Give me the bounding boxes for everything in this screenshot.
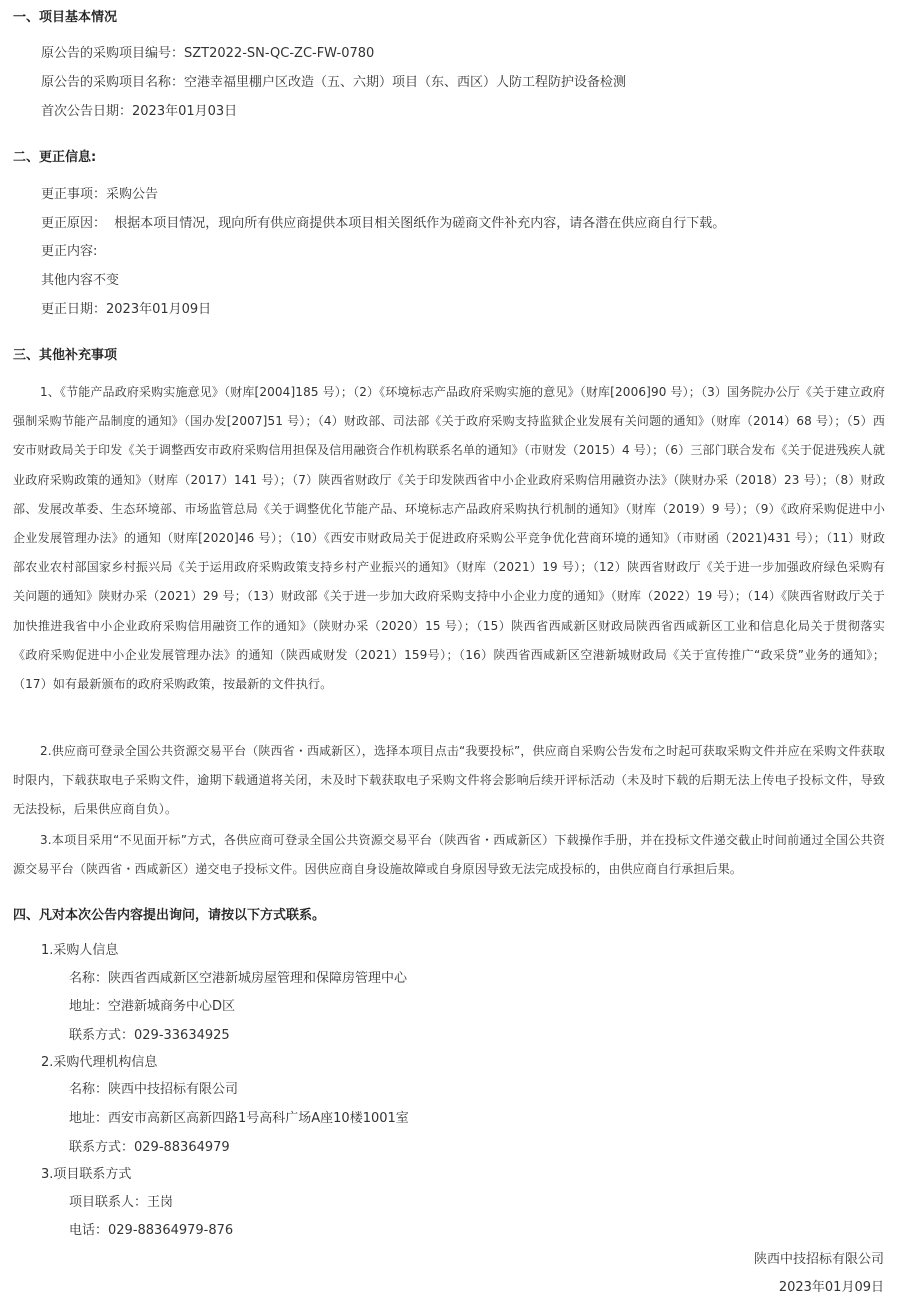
section-title-contact: 四、凡对本次公告内容提出询问，请按以下方式联系。	[13, 908, 326, 923]
original-project-number-label: 原公告的采购项目编号：	[41, 46, 185, 61]
correction-item-label: 更正事项：	[41, 187, 107, 202]
correction-item-value: 采购公告	[106, 187, 159, 202]
correction-item	[41, 185, 158, 205]
signature-org: 陕西中技招标有限公司	[753, 1252, 884, 1267]
purchaser-heading: 1.采购人信息	[41, 943, 119, 958]
correction-reason	[41, 214, 725, 234]
supplement-paragraph-download: 2.供应商可登录全国公共资源交易平台（陕西省・西咸新区），选择本项目点击“我要投标”，供应商自采购公告发布之时起可获取采购文件并应在采购文件获取时限内，下载获取电子采购文件，逾期下载通道将关闭，未及时下载获取电子采购文件将会影响后续开评标活动（未及时下载的后期无法上传电子投标文件，导致无法投标，后果供应商自负）。	[13, 744, 885, 817]
purchaser-name: 名称：陕西省西咸新区空港新城房屋管理和保障房管理中心	[69, 971, 408, 986]
project-contact-person: 项目联系人：王岗	[69, 1195, 174, 1210]
first-announcement-date-label: 首次公告日期：	[41, 104, 133, 119]
correction-date	[41, 300, 211, 320]
agency-name: 名称：陕西中技招标有限公司	[69, 1082, 239, 1097]
purchaser-phone: 联系方式：029-33634925	[69, 1028, 230, 1043]
original-project-number-value: SZT2022-SN-QC-ZC-FW-0780	[184, 46, 375, 61]
correction-content-label: 更正内容:	[41, 244, 98, 259]
correction-reason-label: 更正原因：	[41, 216, 107, 231]
section-title-basic-info: 一、项目基本情况	[13, 10, 118, 25]
project-contact-heading: 3.项目联系方式	[41, 1167, 132, 1182]
correction-content	[41, 242, 97, 262]
signature-date: 2023年01月09日	[778, 1280, 884, 1295]
original-project-name	[41, 73, 626, 93]
section-title-correction: 二、更正信息:	[13, 150, 97, 165]
agency-heading: 2.采购代理机构信息	[41, 1055, 158, 1070]
purchaser-address: 地址：空港新城商务中心D区	[69, 999, 236, 1014]
other-content-value: 其他内容不变	[41, 273, 120, 288]
first-announcement-date-value: 2023年01月03日	[132, 104, 238, 119]
agency-address: 地址：西安市高新区高新四路1号高科广场A座10楼1001室	[69, 1111, 409, 1126]
project-contact-phone: 电话：029-88364979-876	[69, 1223, 234, 1238]
correction-reason-value: 根据本项目情况，现向所有供应商提供本项目相关图纸作为磋商文件补充内容，请各潜在供应商自行下载。	[106, 216, 726, 231]
first-announcement-date	[41, 102, 237, 122]
original-project-name-label: 原公告的采购项目名称：	[41, 75, 185, 90]
correction-date-label: 更正日期：	[41, 302, 107, 317]
correction-date-value: 2023年01月09日	[106, 302, 212, 317]
other-content-unchanged	[41, 271, 119, 291]
section-title-supplement: 三、其他补充事项	[13, 348, 118, 363]
original-project-number	[41, 44, 374, 64]
supplement-paragraph-remote-opening: 3.本项目采用“不见面开标”方式，各供应商可登录全国公共资源交易平台（陕西省・西咸新区）下载操作手册，并在投标文件递交截止时间前通过全国公共资源交易平台（陕西省・西咸新区）递交电子投标文件。因供应商自身设施故障或自身原因导致无法完成投标的，由供应商自行承担后果。	[13, 833, 885, 877]
supplement-paragraph-policies: 1、《节能产品政府采购实施意见》（财库[2004]185 号）；（2）《环境标志产品政府采购实施的意见》（财库[2006]90 号）；（3）国务院办公厅《关于建立政府强制采购节能产品制度的通知》（国办发[2007]51 号）；（4）财政部、司法部《关于政府采购支持监狱企业发展有关问题的通知》（财库（2014）68 号）；（5）西安市财政局关于印发《关于调整西安市政府采购信用担保及信用融资合作机构联系名单的通知》（市财发（2015）4 号）；（6）三部门联合发布《关于促进残疾人就业政府采购政策的通知》（财库（2017）141 号）；（7）陕西省财政厅《关于印发陕西省中小企业政府采购信用融资办法》（陕财办采（2018）23 号）；（8）财政部、发展改革委、生态环境部、市场监管总局《关于调整优化节能产品、环境标志产品政府采购执行机制的通知》（财库（2019）9 号）；（9）《政府采购促进中小企业发展管理办法》的通知（财库[2020]46 号）；（10）《西安市财政局关于促进政府采购公平竞争优化营商环境的通知》（市财函（2021)431 号）；（11）财政部农业农村部国家乡村振兴局《关于运用政府采购政策支持乡村产业振兴的通知》（财库（2021）19 号）；（12）陕西省财政厅《关于进一步加强政府绿色采购有关问题的通知》陕财办采（2021）29 号；（13）财政部《关于进一步加大政府采购支持中小企业力度的通知》（财库（2022）19 号）；（14）《陕西省财政厅关于加快推进我省中小企业政府采购信用融资工作的通知》（陕财办采（2020）15 号）；（15）陕西省西咸新区财政局陕西省西咸新区工业和信息化局关于贯彻落实《政府采购促进中小企业发展管理办法》的通知（陕西咸财发（2021）159号）；（16）陕西省西咸新区空港新城财政局《关于宣传推广“政采贷”业务的通知》；（17）如有最新颁布的政府采购政策，按最新的文件执行。	[13, 385, 885, 692]
agency-phone: 联系方式：029-88364979	[69, 1140, 230, 1155]
original-project-name-value: 空港幸福里棚户区改造（五、六期）项目（东、西区）人防工程防护设备检测	[184, 75, 627, 90]
